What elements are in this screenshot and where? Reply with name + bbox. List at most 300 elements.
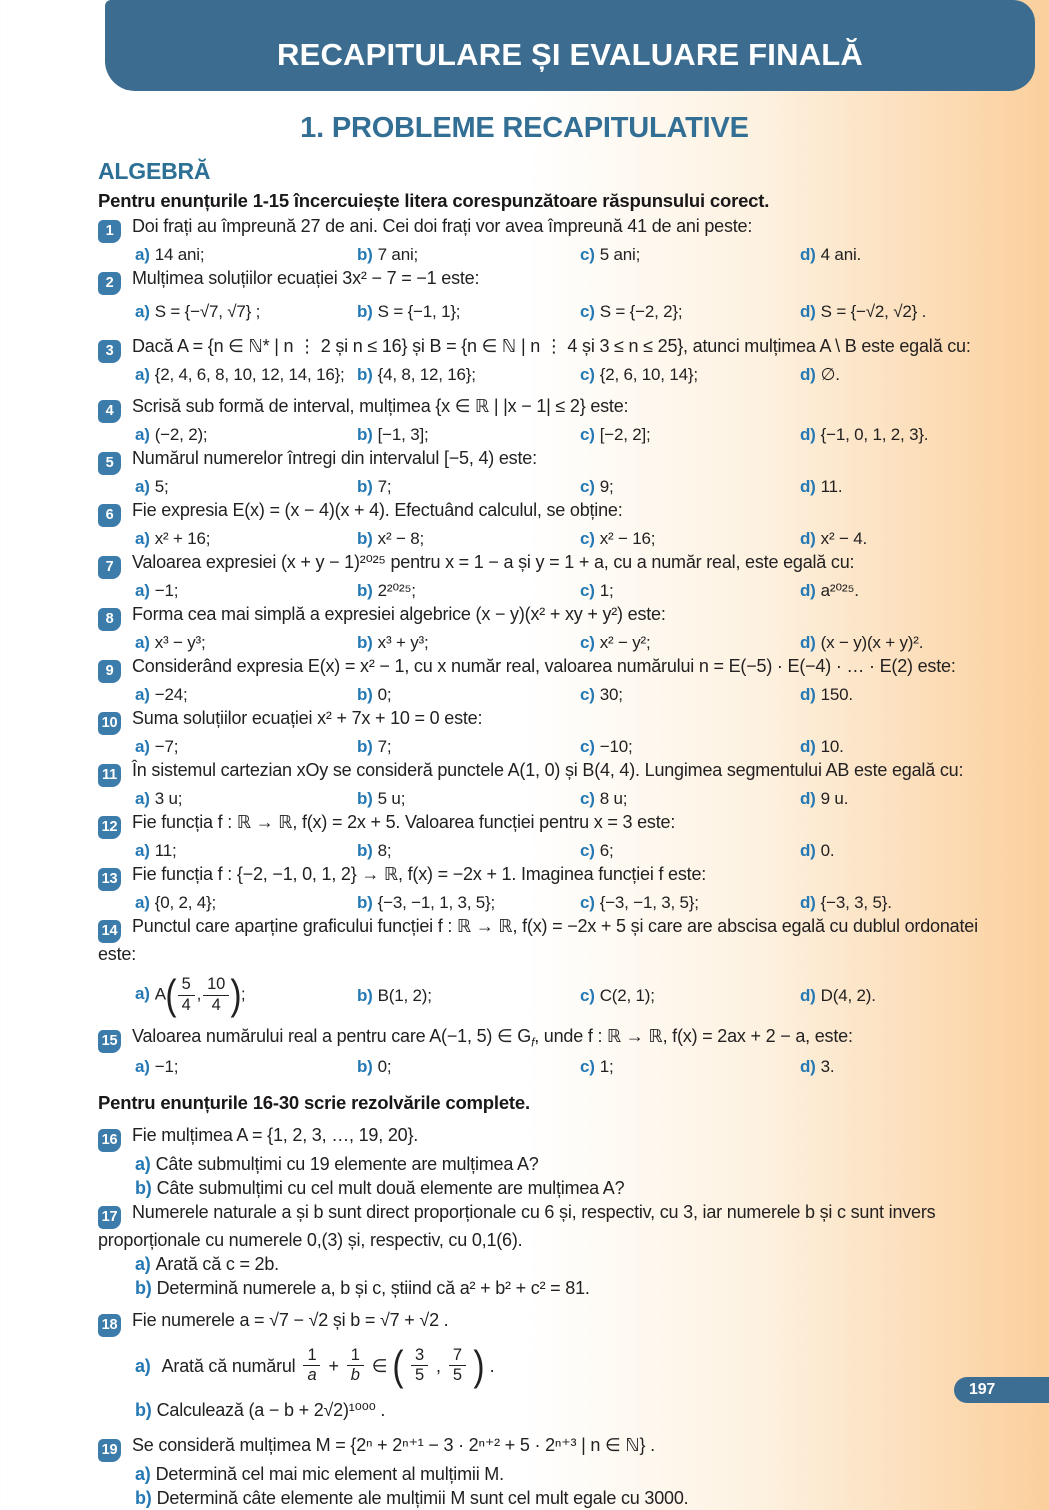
option-letter: a) [135,425,150,444]
option-letter: c) [580,789,595,808]
option-text: 7; [377,737,392,756]
option-letter: c) [580,841,595,860]
option-text: (x − y)(x + y)². [820,633,924,652]
option-text: (−2, 2); [154,425,208,444]
option-text: 11; [154,841,177,860]
option-c [580,683,800,706]
option-text: x² − 8; [377,529,424,548]
part-letter: a) [135,1253,151,1274]
option-b [357,984,580,1007]
options-row [135,966,1014,1024]
options-row [135,579,1014,602]
option-text: a²⁰²⁵. [820,581,859,600]
fraction-denominator: 4 [181,995,191,1014]
fraction-numerator: 1 [303,1347,320,1366]
option-c [580,839,800,862]
fraction-denominator: b [350,1366,360,1385]
options-row [135,631,1014,654]
option-letter: d) [800,841,816,860]
option-letter: a) [135,841,150,860]
option-letter: c) [580,685,595,704]
operator: + [328,1355,339,1376]
problem-statement: Numerele naturale a și b sunt direct proporționale cu 6 și, respectiv, cu 3, iar numerele b și c sunt invers proporționale cu numerele 0,(3) și, respectiv, cu 0,1(6). [98,1201,936,1250]
options-row [135,243,1014,266]
option-text: {−1, 0, 1, 2, 3}. [820,425,929,444]
option-text: 7 ani; [377,245,419,264]
problem-statement: Fie expresia E(x) = (x − 4)(x + 4). Efectuând calculul, se obține: [132,500,623,520]
option-letter: c) [580,581,595,600]
problem-statement: Punctul care aparține graficului funcției f : ℝ → ℝ, f(x) = −2x + 5 și care are abscisa egală cu dublul ordonatei [132,916,978,936]
problem-3 [98,330,1014,386]
option-text: 8 u; [599,789,628,808]
option-d [800,683,1014,706]
problem-statement: Doi frați au împreună 27 de ani. Cei doi frați vor avea împreună 41 de ani peste: [132,216,753,236]
option-text: x³ − y³; [154,633,206,652]
option-text: 1; [599,581,614,600]
option-text: S = {−1, 1}; [377,302,461,321]
option-letter: a) [135,633,150,652]
option-letter: d) [800,365,816,384]
problem-6 [98,499,1014,550]
option-text: A [154,984,166,1004]
option-text: {2, 4, 6, 8, 10, 12, 14, 16}; [154,365,345,384]
option-text: x² − y²; [599,633,651,652]
option-text: 0; [377,685,392,704]
options-row [135,527,1014,550]
option-b [357,735,580,758]
problem-number-badge: 13 [98,868,121,891]
option-b [357,527,580,550]
problem-number-badge: 7 [98,556,121,579]
instruction-open-response: Pentru enunțurile 16-30 scrie rezolvările complete. [98,1091,530,1113]
punctuation: . [489,1355,495,1376]
option-letter: d) [800,529,816,548]
fraction-denominator: a [307,1366,317,1385]
option-c [580,363,800,386]
option-c [580,423,800,446]
option-text: x² − 16; [599,529,656,548]
option-c [580,243,800,266]
option-c [580,735,800,758]
option-a [135,243,357,266]
problem-number-badge: 9 [98,660,121,683]
option-letter: c) [580,245,595,264]
problem-number-badge: 3 [98,340,121,363]
problem-number-badge: 12 [98,816,121,839]
option-text: 10. [820,737,844,756]
fraction [178,976,195,1014]
option-text: 0; [377,1056,392,1076]
option-text: −1; [154,1056,179,1076]
option-letter: c) [580,985,595,1005]
problem-statement: Forma cea mai simplă a expresiei algebrice (x − y)(x² + xy + y²) este: [132,604,666,624]
option-c [580,984,800,1007]
element-of-symbol: ∈ [371,1355,388,1376]
option-text: 5 ani; [599,245,641,264]
option-letter: c) [580,365,595,384]
part-b [135,1486,1014,1510]
option-d [800,631,1014,654]
problem-statement: Se consideră mulțimea M = {2ⁿ + 2ⁿ⁺¹ − 3 · 2ⁿ⁺² + 5 · 2ⁿ⁺³ | n ∈ ℕ} . [132,1434,655,1455]
option-b [357,787,580,810]
part-letter: b) [135,1487,152,1508]
problems-list [98,214,1014,1510]
option-b [357,475,580,498]
option-text: 30; [599,685,623,704]
part-a [135,1252,1014,1276]
page-number-badge [954,1377,1049,1403]
option-letter: a) [135,737,150,756]
chapter-banner [105,0,1035,91]
problem-1 [98,215,1014,266]
part-b [135,1176,1014,1200]
option-letter: c) [580,477,595,496]
option-letter: b) [357,893,373,912]
option-a [135,579,357,602]
option-letter: b) [357,581,373,600]
fraction-denominator: 5 [452,1366,462,1385]
problem-number-badge: 5 [98,452,121,475]
problem-statement-continued: este: [98,944,137,964]
option-letter: d) [800,985,816,1005]
option-letter: d) [800,893,816,912]
option-letter: b) [357,789,373,808]
option-b [357,300,580,323]
option-text: 4 ani. [820,245,862,264]
option-letter: d) [800,685,816,704]
option-a [135,787,357,810]
option-text: 9; [599,477,614,496]
option-b [357,891,580,914]
option-a [135,735,357,758]
fraction-numerator: 7 [449,1347,466,1366]
part-a [135,1462,1014,1486]
option-d [800,243,1014,266]
option-text: [−1, 3]; [377,425,429,444]
option-letter: b) [357,985,373,1005]
option-letter: a) [135,477,150,496]
option-text: 3 u; [154,789,183,808]
option-letter: c) [580,633,595,652]
option-d [800,363,1014,386]
option-letter: b) [357,529,373,548]
option-letter: d) [800,302,816,321]
option-c [580,527,800,550]
part-text: Arată că c = 2b. [155,1253,279,1274]
problem-number-badge: 19 [98,1439,121,1462]
option-b [357,683,580,706]
option-text: 2²⁰²⁵; [377,581,416,600]
fraction-numerator: 10 [203,976,229,995]
problem-10 [98,707,1014,758]
instruction-multiple-choice: Pentru enunțurile 1-15 încercuiește litera corespunzătoare răspunsului corect. [98,190,770,211]
problem-statement: În sistemul cartezian xOy se consideră punctele A(1, 0) și B(4, 4). Lungimea segmentului AB este egală cu: [132,760,964,780]
option-d [800,423,1014,446]
fraction-denominator: 4 [211,995,221,1014]
option-text: 11. [820,477,843,496]
option-text: {0, 2, 4}; [154,893,217,912]
option-text: S = {−2, 2}; [599,302,683,321]
option-a [135,423,357,446]
option-a [135,363,357,386]
option-letter: d) [800,477,816,496]
option-text: −7; [154,737,179,756]
option-letter: a) [135,302,150,321]
option-letter: b) [357,841,373,860]
option-text: S = {−√7, √7} ; [154,302,261,321]
option-letter: a) [135,685,150,704]
option-text: 14 ani; [154,245,205,264]
fraction-numerator: 3 [411,1347,428,1366]
subject-heading: ALGEBRĂ [98,158,211,184]
option-text: 9 u. [820,789,849,808]
part-letter: a) [135,1463,151,1484]
separator: , [196,984,202,1004]
option-a [135,300,357,323]
option-text: {−3, −1, 1, 3, 5}; [377,893,496,912]
page-number: 197 [969,1381,996,1398]
problem-number-badge: 2 [98,272,121,295]
problem-11 [98,759,1014,810]
option-letter: a) [135,984,150,1004]
separator: , [436,1355,441,1376]
option-c [580,475,800,498]
fraction [449,1347,466,1385]
problem-number-badge: 15 [98,1030,121,1053]
options-row [135,683,1014,706]
problem-statement: Dacă A = {n ∈ ℕ* | n ⋮ 2 și n ≤ 16} și B = {n ∈ ℕ | n ⋮ 4 și 3 ≤ n ≤ 25}, atunci mulțimea A \ B este egală cu: [132,336,971,356]
problem-number-badge: 8 [98,608,121,631]
problem-12 [98,811,1014,862]
option-d [800,787,1014,810]
options-row [135,363,1014,386]
option-letter: c) [580,302,595,321]
problem-number-badge: 11 [98,764,121,787]
part-a [135,1152,1014,1176]
part-letter: a) [135,1153,151,1174]
options-row [135,475,1014,498]
part-letter: a) [135,1355,151,1376]
problem-number-badge: 6 [98,504,121,527]
option-text: 3. [820,1056,835,1076]
option-text: 5; [154,477,169,496]
problem-statement: Mulțimea soluțiilor ecuației 3x² − 7 = −1 este: [132,268,480,288]
fraction [203,976,229,1014]
option-text: 0. [820,841,835,860]
option-d [800,891,1014,914]
part-text: Câte submulțimi cu cel mult două elemente are mulțimea A? [156,1177,625,1198]
option-a [135,1055,357,1078]
chapter-banner-title: RECAPITULARE ȘI EVALUARE FINALĂ [276,36,864,72]
problem-statement: Fie numerele a = √7 − √2 și b = √7 + √2 . [132,1309,449,1330]
option-text: x² − 4. [820,529,867,548]
option-text: 7; [377,477,392,496]
option-letter: a) [135,581,150,600]
problem-number-badge: 14 [98,920,121,943]
option-text: B(1, 2); [377,985,432,1005]
part-b [135,1276,1014,1300]
option-c [580,579,800,602]
option-letter: a) [135,789,150,808]
option-letter: a) [135,245,150,264]
option-letter: b) [357,425,373,444]
option-letter: a) [135,1056,150,1076]
option-d [800,475,1014,498]
option-b [357,839,580,862]
problem-statement: Scrisă sub formă de interval, mulțimea {x ∈ ℝ | |x − 1| ≤ 2} este: [132,396,629,416]
option-letter: b) [357,1056,373,1076]
option-c [580,787,800,810]
option-letter: c) [580,737,595,756]
option-a [135,683,357,706]
option-a [135,527,357,550]
problem-13 [98,863,1014,914]
option-d [800,300,1014,323]
options-row [135,735,1014,758]
option-c [580,631,800,654]
option-letter: b) [357,685,373,704]
option-c [580,1055,800,1078]
part-text: Arată că numărul [161,1355,296,1376]
options-row [135,423,1014,446]
part-text: Câte submulțimi cu 19 elemente are mulțimea A? [155,1153,539,1174]
option-letter: c) [580,529,595,548]
option-text: x³ + y³; [377,633,429,652]
option-d [800,527,1014,550]
option-text: −1; [154,581,179,600]
option-letter: a) [135,529,150,548]
part-a: a) Arată că numărul $\frac{1}{a}$ + $\frac{1}{b}$ ∈ ( $\frac{3}{5}$ , $\frac{7}{5}$ ) . [135,1341,495,1389]
option-letter: d) [800,581,816,600]
fraction [411,1347,428,1385]
option-a [135,839,357,862]
option-letter: a) [135,365,150,384]
option-text: D(4, 2). [820,985,876,1005]
option-text: 8; [377,841,392,860]
option-text: x² + 16; [154,529,211,548]
option-text: {−3, 3, 5}. [820,893,892,912]
problem-4 [98,386,1014,446]
option-letter: d) [800,789,816,808]
part-letter: b) [135,1177,152,1198]
problem-statement: Considerând expresia E(x) = x² − 1, cu x număr real, valoarea numărului n = E(−5) · E(−4) · … · E(2) este: [132,656,956,676]
problem-9 [98,655,1014,706]
option-a: a) A( $\frac{5}{4}$ , $\frac{10}{4}$ ); [135,971,246,1018]
graph-subscript: f [531,1035,535,1050]
option-a [135,475,357,498]
options-row [135,295,1014,330]
option-text: [−2, 2]; [599,425,651,444]
option-c [580,300,800,323]
problem-number-badge: 17 [98,1206,121,1229]
option-letter: b) [357,245,373,264]
option-a [135,631,357,654]
problem-statement: , unde f : ℝ → ℝ, f(x) = 2ax + 2 − a, este: [534,1026,853,1046]
part-b [135,1395,1014,1425]
options-row [135,1055,1014,1078]
problem-number-badge: 1 [98,220,121,243]
option-letter: b) [357,302,373,321]
fraction [347,1347,364,1385]
option-text: ∅. [820,365,840,384]
option-b [357,631,580,654]
option-b [357,243,580,266]
option-text: S = {−√2, √2} . [820,302,927,321]
option-text: 1; [599,1056,614,1076]
part-text: Determină câte elemente ale mulțimii M sunt cel mult egale cu 3000. [156,1487,689,1508]
problem-statement: Fie funcția f : ℝ → ℝ, f(x) = 2x + 5. Valoarea funcției pentru x = 3 este: [132,812,676,832]
fraction [303,1347,320,1385]
options-row [135,839,1014,862]
problem-number-badge: 16 [98,1129,121,1152]
fraction-numerator: 1 [347,1347,364,1366]
problem-17 [98,1201,1014,1300]
option-letter: b) [357,737,373,756]
problem-statement: Numărul numerelor întregi din intervalul [−5, 4) este: [132,448,537,468]
option-letter: a) [135,893,150,912]
option-a [135,891,357,914]
part-letter: b) [135,1277,152,1298]
option-letter: c) [580,425,595,444]
option-letter: b) [357,633,373,652]
option-b [357,423,580,446]
option-text: −24; [154,685,188,704]
option-letter: d) [800,1056,816,1076]
problem-5 [98,447,1014,498]
page-title: 1. PROBLEME RECAPITULATIVE [300,112,749,144]
problem-7 [98,551,1014,602]
problem-2 [98,267,1014,330]
option-text: {−3, −1, 3, 5}; [599,893,699,912]
problem-statement: Fie mulțimea A = {1, 2, 3, …, 19, 20}. [132,1124,419,1145]
option-d [800,984,1014,1007]
options-row [135,787,1014,810]
problem-statement: Valoarea expresiei (x + y − 1)²⁰²⁵ pentru x = 1 − a și y = 1 + a, cu a număr real, este egală cu: [132,552,855,572]
part-letter: b) [135,1399,152,1420]
problem-14 [98,915,1014,1024]
problem-number-badge: 18 [98,1314,121,1337]
fraction-numerator: 5 [178,976,195,995]
option-letter: d) [800,245,816,264]
option-b [357,579,580,602]
option-d [800,579,1014,602]
option-text: C(2, 1); [599,985,655,1005]
problem-18 [98,1300,1014,1425]
option-text: ; [240,984,246,1004]
fraction-denominator: 5 [415,1366,425,1385]
problem-statement: Suma soluțiilor ecuației x² + 7x + 10 = 0 este: [132,708,483,728]
option-d [800,735,1014,758]
problem-8 [98,603,1014,654]
problem-15 [98,1025,1014,1078]
option-text: {4, 8, 12, 16}; [377,365,476,384]
option-text: 6; [599,841,614,860]
option-d [800,1055,1014,1078]
part-text: Determină cel mai mic element al mulțimii M. [155,1463,504,1484]
problem-number-badge: 4 [98,400,121,423]
problem-statement: Valoarea numărului real a pentru care A(−1, 5) ∈ G [132,1026,532,1046]
problem-19 [98,1425,1014,1510]
option-b [357,1055,580,1078]
part-text: Calculează (a − b + 2√2)¹⁰⁰⁰ . [156,1399,386,1420]
option-text: 150. [820,685,853,704]
option-letter: d) [800,737,816,756]
problem-statement: Fie funcția f : {−2, −1, 0, 1, 2} → ℝ, f(x) = −2x + 1. Imaginea funcției f este: [132,864,707,884]
option-d [800,839,1014,862]
option-text: 5 u; [377,789,406,808]
option-letter: b) [357,477,373,496]
option-letter: c) [580,893,595,912]
